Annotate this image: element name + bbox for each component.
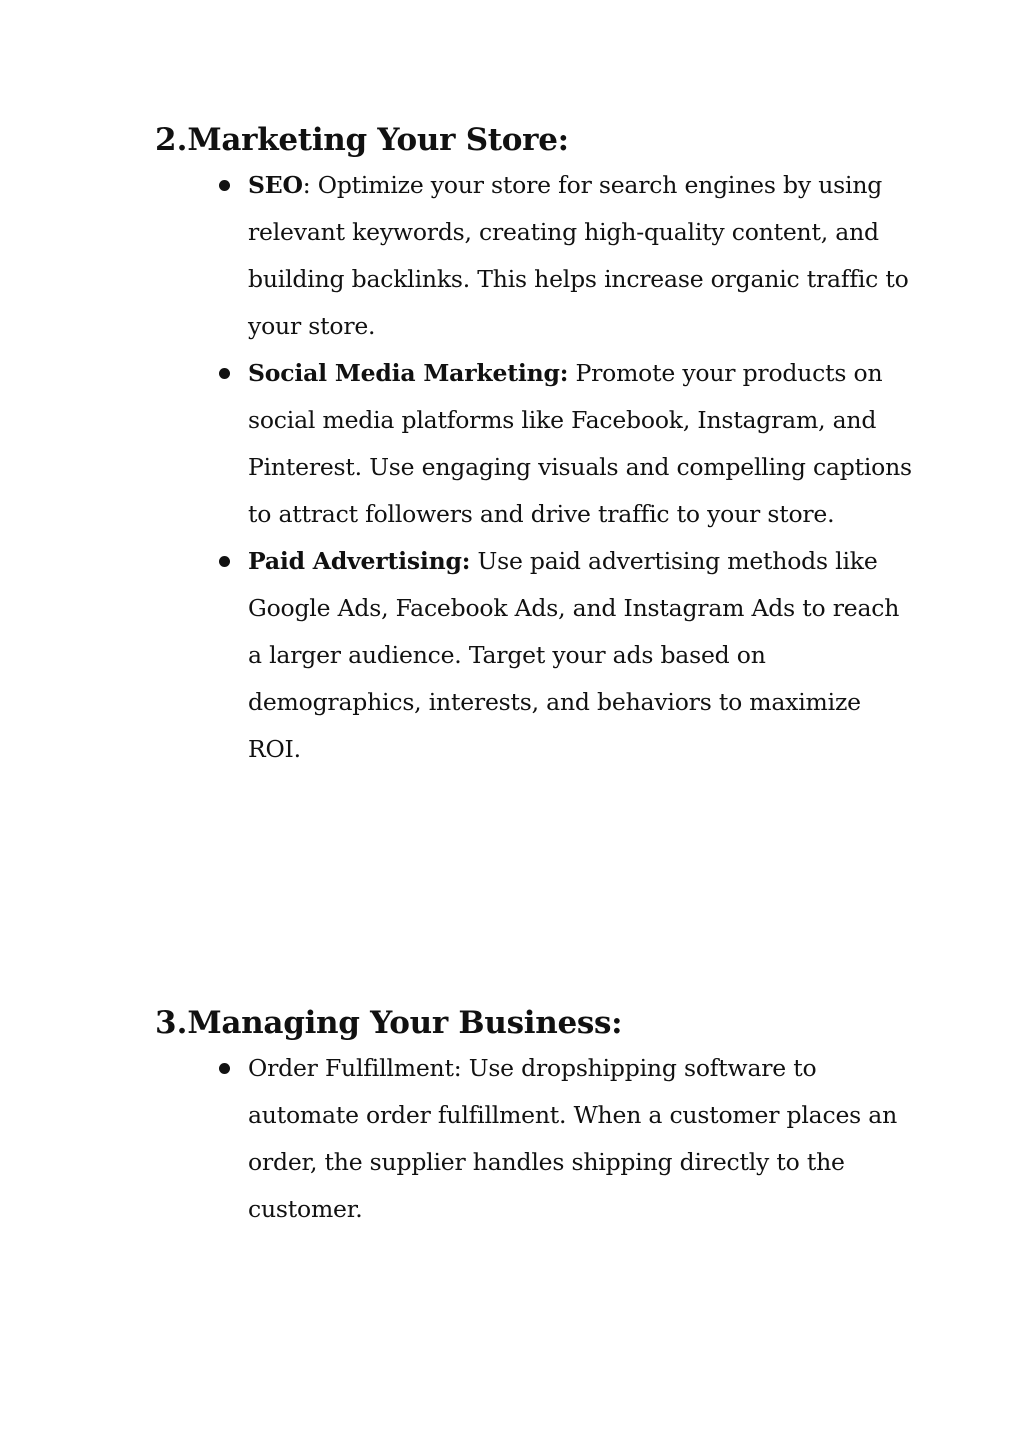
item-term: SEO	[248, 171, 303, 199]
bullet-list	[155, 162, 915, 773]
item-term: Social Media Marketing:	[248, 359, 569, 387]
section-number: 2.	[155, 122, 188, 158]
bullet-icon	[219, 368, 230, 379]
bullet-icon	[219, 556, 230, 567]
bullet-list	[155, 1045, 915, 1233]
list-item-seo	[248, 162, 915, 350]
item-text: Order Fulfillment: Use dropshipping software to automate order fulfillment. When a customer places an order, the supplier handles shipping directly to the customer.	[248, 1054, 898, 1223]
section-title: Managing Your Business:	[187, 1005, 623, 1041]
list-item-paid-advertising	[248, 538, 915, 773]
section-heading	[155, 1001, 915, 1045]
item-text: Optimize your store for search engines by using relevant keywords, creating high-quality content, and building backlinks. This helps increase organic traffic to your store.	[248, 171, 909, 340]
bullet-icon	[219, 180, 230, 191]
section-marketing	[155, 118, 915, 773]
item-term: Paid Advertising:	[248, 547, 471, 575]
item-text: Use paid advertising methods like Google Ads, Facebook Ads, and Instagram Ads to reach a larger audience. Target your ads based on demographics, interests, and behaviors to maximize ROI.	[248, 547, 900, 763]
item-separator: :	[302, 171, 318, 199]
section-number: 3.	[155, 1005, 188, 1041]
bullet-icon	[219, 1063, 230, 1074]
section-managing	[155, 1001, 915, 1233]
section-heading	[155, 118, 915, 162]
section-title: Marketing Your Store:	[187, 122, 569, 158]
list-item-order-fulfillment	[248, 1045, 915, 1233]
list-item-social-media-marketing	[248, 350, 915, 538]
item-text: Promote your products on social media platforms like Facebook, Instagram, and Pinterest. Use engaging visuals and compelling captions to attract followers and drive traffic to your store.	[248, 359, 912, 528]
